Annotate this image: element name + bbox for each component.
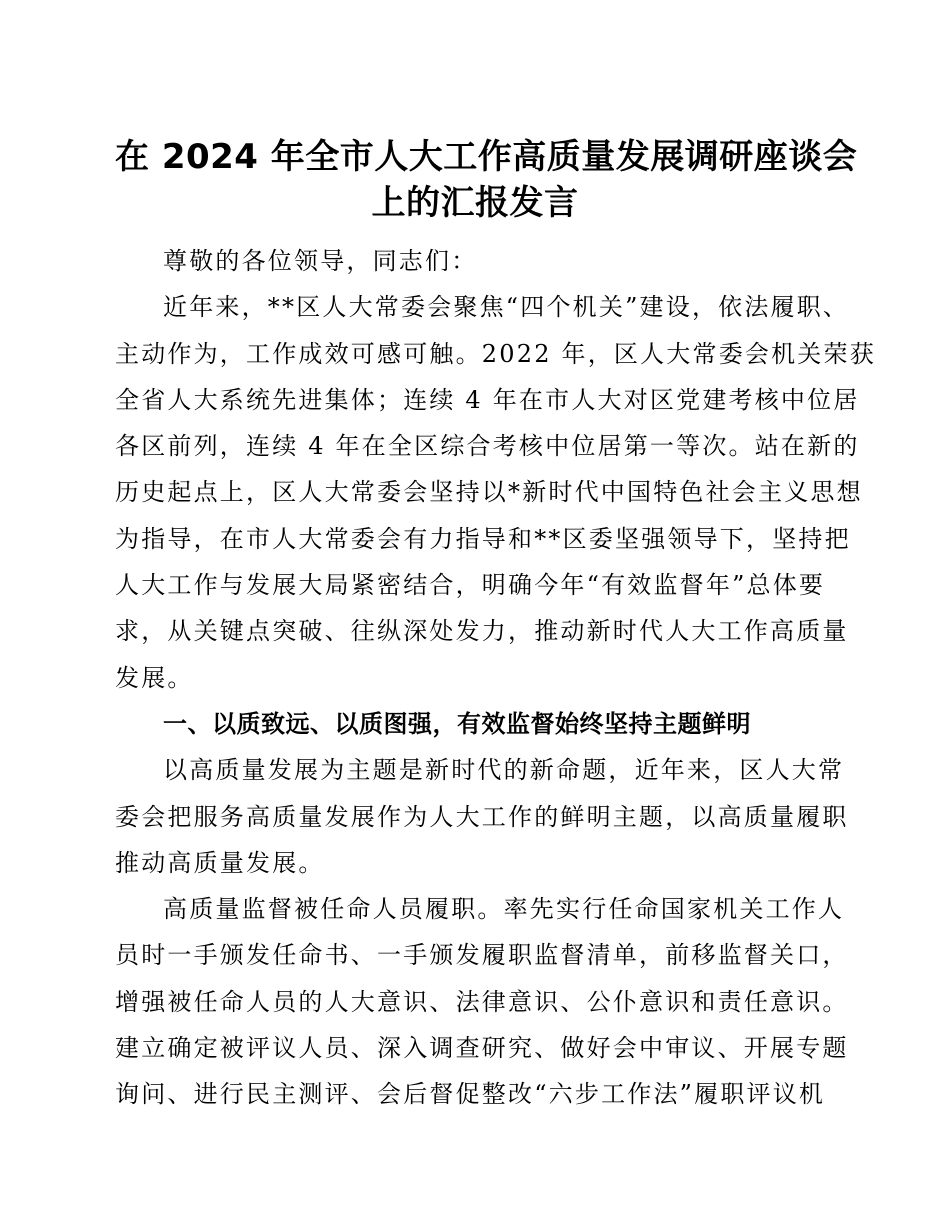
document-title: [115, 134, 858, 226]
intro-paragraph: [115, 284, 876, 701]
text-line: 人大工作与发展大局紧密结合，明确今年“有效监督年”总体要: [115, 571, 826, 600]
text-line: 为指导，在市人大常委会有力指导和**区委坚强领导下，坚持把: [115, 524, 851, 553]
text-line: 委会把服务高质量发展作为人大工作的鲜明主题，以高质量履职: [115, 802, 849, 831]
text-line: 近年来，**区人大常委会聚焦“四个机关”建设，依法履职、: [163, 293, 850, 322]
text-line: 求，从关键点突破、往纵深处发力，推动新时代人大工作高质量: [115, 617, 849, 646]
text-line: 全省人大系统先进集体；连续 4 年在市人大对区党建考核中位居: [115, 385, 860, 414]
text-line: 各区前列，连续 4 年在全区综合考核中位居第一等次。站在新的: [115, 432, 860, 461]
text-line: 发展。: [115, 663, 194, 692]
text-line: 询问、进行民主测评、会后督促整改“六步工作法”履职评议机: [115, 1080, 826, 1109]
section-heading: 一、以质致远、以质图强，有效监督始终坚持主题鲜明: [163, 709, 751, 738]
text-line: 主动作为，工作成效可感可触。2022 年，区人大常委会机关荣获: [115, 339, 876, 368]
text-line: 推动高质量发展。: [115, 848, 325, 877]
title-line: 上的汇报发言: [371, 183, 579, 223]
text-line: 员时一手颁发任命书、一手颁发履职监督清单，前移监督关口，: [115, 941, 849, 970]
section1-paragraph-2: [115, 886, 849, 1117]
section1-paragraph-1: [115, 747, 849, 886]
title-line: 在 2024 年全市人大工作高质量发展调研座谈会: [115, 137, 858, 177]
text-line: 高质量监督被任命人员履职。率先实行任命国家机关工作人: [163, 895, 845, 924]
text-line: 尊敬的各位领导，同志们：: [163, 247, 478, 275]
text-line: 建立确定被评议人员、深入调查研究、做好会中审议、开展专题: [115, 1034, 849, 1063]
text-line: 以高质量发展为主题是新时代的新命题，近年来，区人大常: [163, 756, 845, 785]
text-line: 增强被任命人员的人大意识、法律意识、公仆意识和责任意识。: [115, 987, 849, 1016]
text-line: 历史起点上，区人大常委会坚持以*新时代中国特色社会主义思想: [115, 478, 863, 507]
salutation: [115, 238, 835, 284]
document-body: [115, 238, 876, 1118]
